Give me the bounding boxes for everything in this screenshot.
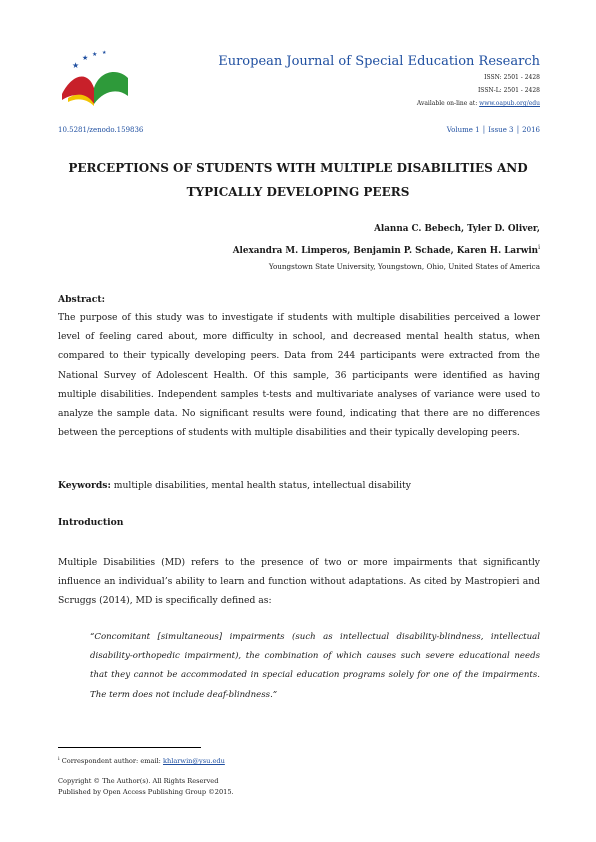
keywords-label: Keywords: — [58, 480, 111, 491]
svg-text:★: ★ — [72, 61, 80, 70]
keywords — [58, 480, 411, 491]
copyright-block — [58, 776, 234, 798]
footnote-label: Correspondent author: email: — [59, 757, 163, 766]
journal-url-link[interactable]: www.oapub.org/edu — [479, 100, 540, 107]
footnote-email-link[interactable]: khlarwin@ysu.edu — [163, 757, 225, 766]
introduction-heading: Introduction — [58, 517, 124, 528]
footnote — [58, 756, 225, 765]
available-label: Available on-line at: — [416, 100, 480, 107]
affiliation: Youngstown State University, Youngstown, Ohio, United States of America — [268, 262, 540, 271]
available-online — [417, 100, 540, 107]
svg-text:★: ★ — [82, 54, 89, 62]
logo-stars — [72, 50, 107, 70]
svg-text:★: ★ — [102, 50, 107, 56]
journal-title: European Journal of Special Education Research — [218, 54, 540, 69]
doi-link[interactable]: 10.5281/zenodo.159836 — [58, 126, 144, 134]
footnote-marker: i — [58, 756, 60, 762]
article-title: PERCEPTIONS OF STUDENTS WITH MULTIPLE DISABILITIES AND TYPICALLY DEVELOPING PEERS — [68, 161, 528, 199]
volume-issue: Volume 1 │ Issue 3 │ 2016 — [446, 126, 540, 134]
issn-online: ISSN-L: 2501 - 2428 — [477, 87, 540, 94]
copyright-notice: Copyright © The Author(s). All Rights Reserved — [58, 777, 219, 785]
authors-line-2 — [233, 244, 540, 256]
abstract-heading: Abstract: — [58, 294, 105, 305]
authors-line-1: Alanna C. Bebech, Tyler D. Oliver, — [374, 224, 540, 234]
definition-quote: “Concomitant [simultaneous] impairments (such as intellectual disability-blindness, intellectual disability-orthopedic impairment), the combination of which causes such severe educational needs that they cannot be accommodated in special education programs solely for one of the impairments. The term does not include deaf-blindness.” — [90, 632, 540, 700]
issn-print: ISSN: 2501 - 2428 — [484, 74, 540, 81]
publisher-notice: Published by Open Access Publishing Group ©2015. — [58, 788, 234, 796]
abstract-text: The purpose of this study was to investigate if students with multiple disabilities perceived a lower level of feeling cared about, more difficulty in school, and decreased mental health status, when compared to their typically developing peers. Data from 244 participants were extracted from the National Survey of Adolescent Health. Of this sample, 36 participants were identified as having multiple disabilities. Independent samples t-tests and multivariate analyses of variance were used to analyze the sample data. No significant results were found, indicating that there are no differences between the perceptions of students with multiple disabilities and their typically developing peers. — [58, 312, 540, 439]
svg-text:★: ★ — [92, 51, 98, 58]
keywords-list: multiple disabilities, mental health status, intellectual disability — [110, 480, 411, 491]
introduction-paragraph: Multiple Disabilities (MD) refers to the presence of two or more impairments that significantly influence an individual’s ability to learn and function without adaptations. As cited by Mastropieri and Scruggs (2014), MD is specifically defined as: — [58, 557, 540, 607]
author-footnote-marker: i — [538, 244, 540, 251]
footnote-divider — [58, 747, 201, 748]
authors-names: Alexandra M. Limperos, Benjamin P. Schade, Karen H. Larwin — [232, 245, 539, 256]
journal-logo — [58, 48, 136, 110]
